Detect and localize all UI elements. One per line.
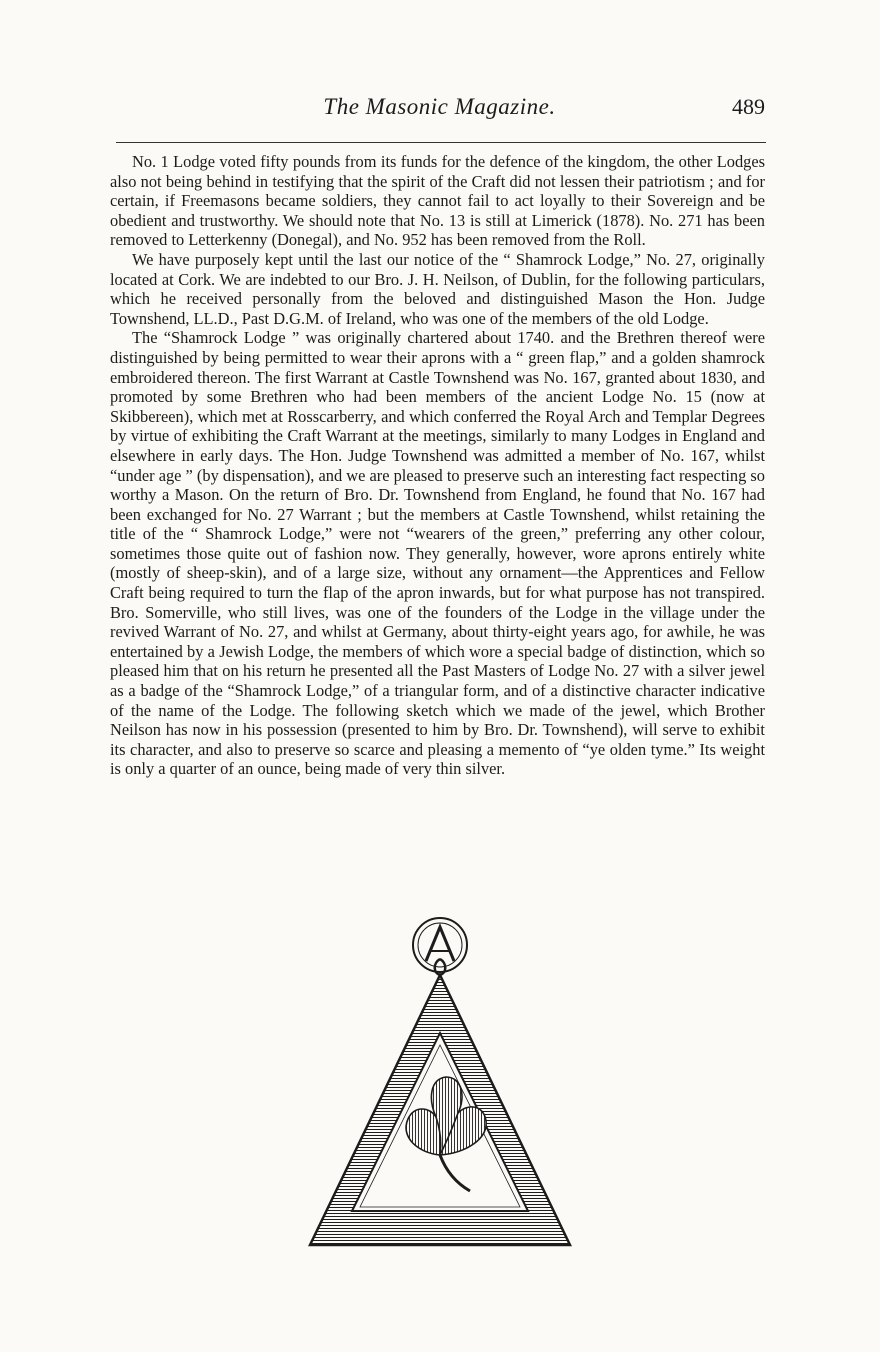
header-rule: [116, 142, 766, 143]
page-number: 489: [732, 94, 765, 119]
shamrock-jewel-figure: [300, 915, 580, 1250]
shamrock-jewel-icon: [300, 915, 580, 1250]
article-body: [110, 152, 765, 779]
ring: [413, 918, 467, 975]
paragraph-shamrock-history: The “Shamrock Lodge ” was originally chartered about 1740. and the Brethren thereof were distinguished by being permitted to wear their aprons with a “ green flap,” and a golden shamrock embroidered thereon. The first Warrant at Castle Townshend was No. 167, granted about 1830, and promoted by some Brethren who had been members of the ancient Lodge No. 15 (now at Skibbereen), which met at Rosscarberry, and which conferred the Royal Arch and Templar Degrees by virtue of exhibiting the Craft Warrant at the meetings, similarly to many Lodges in England and elsewhere in early days. The Hon. Judge Townshend was admitted a member of No. 167, whilst “under age ” (by dispensation), and we are pleased to preserve such an interesting fact respecting so worthy a Mason. On the return of Bro. Dr. Townshend from England, he found that No. 167 had been exchanged for No. 27 Warrant ; but the members at Castle Townshend, whilst retaining the title of the “ Shamrock Lodge,” were not “wearers of the green,” preferring any other colour, sometimes those quite out of fashion now. They generally, however, wore aprons entirely white (mostly of sheep-skin), and of a large size, without any ornament—the Apprentices and Fellow Craft being required to turn the flap of the apron inwards, but for what purpose has not transpired. Bro. Somerville, who still lives, was one of the founders of the Lodge in the village under the revived Warrant of No. 27, and whilst at Germany, about thirty-eight years ago, for awhile, he was entertained by a Jewish Lodge, the members of which wore a special badge of distinction, which so pleased him that on his return he presented all the Past Masters of Lodge No. 27 with a silver jewel as a badge of the “Shamrock Lodge,” of a triangular form, and of a distinctive character indicative of the name of the Lodge. The following sketch which we made of the jewel, which Brother Neilson has now in his possession (presented to him by Bro. Dr. Townshend), will serve to exhibit its character, and also to preserve so scarce and pleasing a memento of “ye olden tyme.” Its weight is only a quarter of an ounce, being made of very thin silver.: [110, 328, 765, 779]
paragraph-lodge-funds: No. 1 Lodge voted fifty pounds from its funds for the defence of the kingdom, the other Lodges also not being behind in testifying that the spirit of the Craft did not lessen their patriotism ; and for certain, if Freemasons became soldiers, they cannot fail to act loyally to their Sovereign and be obedient and trustworthy. We should note that No. 13 is still at Limerick (1878). No. 271 has been removed to Letterkenny (Donegal), and No. 952 has been removed from the Roll.: [110, 152, 765, 250]
paragraph-shamrock-intro: We have purposely kept until the last our notice of the “ Shamrock Lodge,” No. 27, originally located at Cork. We are indebted to our Bro. J. H. Neilson, of Dublin, for the following particulars, which he received personally from the beloved and distinguished Mason the Hon. Judge Townshend, LL.D., Past D.G.M. of Ireland, who was one of the members of the old Lodge.: [110, 249, 765, 328]
page-header: [112, 88, 767, 128]
running-title: The Masonic Magazine.: [323, 94, 556, 119]
